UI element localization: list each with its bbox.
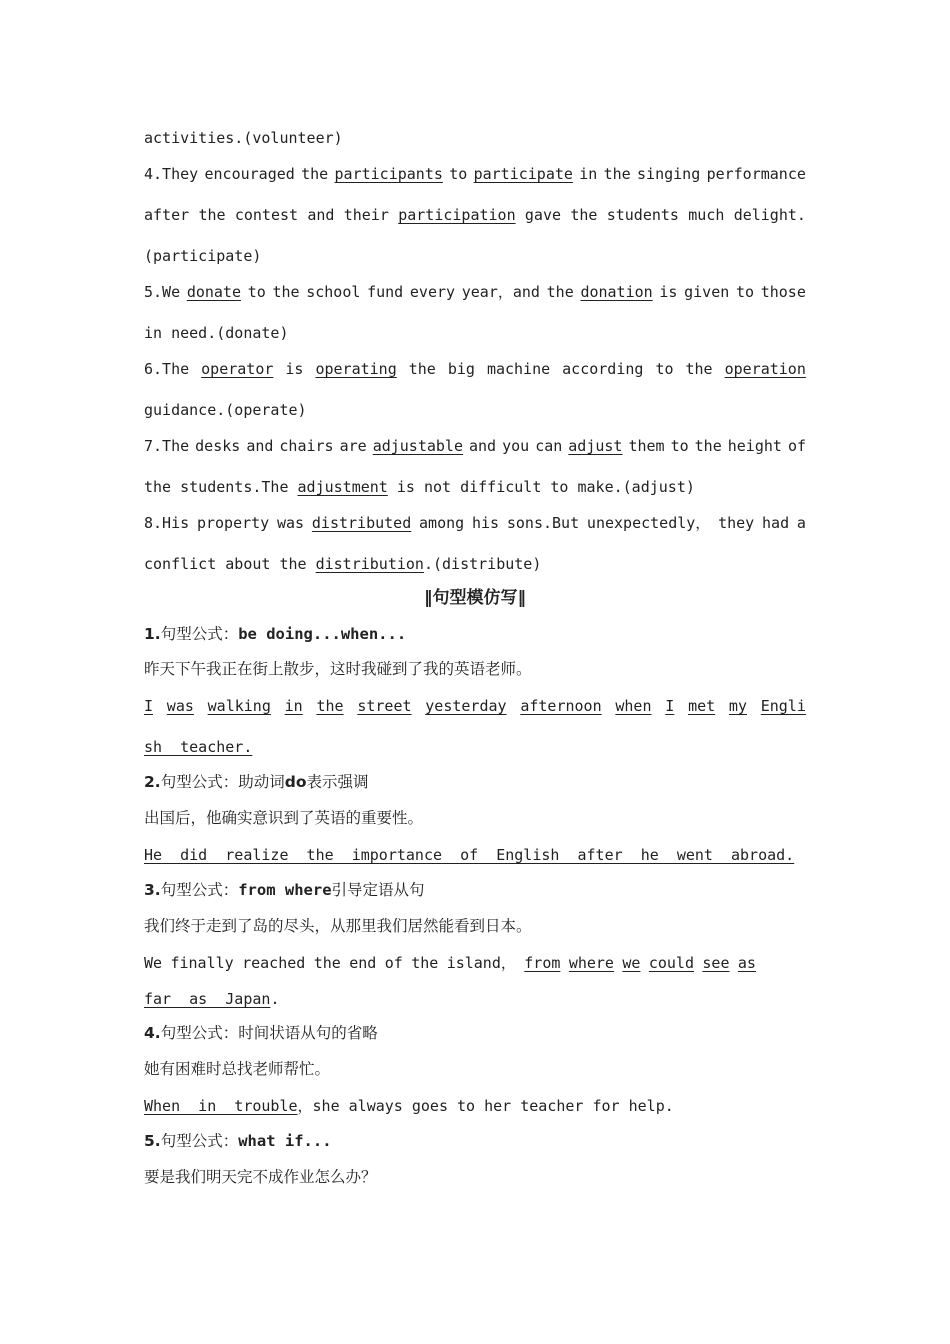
word: end (349, 954, 377, 972)
word: after (144, 206, 190, 224)
word: every (409, 283, 456, 301)
text-run: .(distribute) (423, 555, 542, 573)
word: much (688, 206, 725, 224)
word: desks (195, 437, 241, 455)
word: of (384, 954, 403, 972)
answer-text: When in trouble (144, 1097, 298, 1115)
word: 6.The (144, 360, 190, 378)
answer-word: was (166, 697, 194, 715)
word: in (579, 165, 598, 183)
answer-word: my (728, 697, 747, 715)
pattern3-answer-line1 (144, 953, 756, 973)
word: 4.They (144, 165, 199, 183)
word: to (655, 360, 674, 378)
word: singing (637, 165, 701, 183)
answer-blank: distribution (315, 555, 424, 573)
word: the (694, 437, 722, 455)
section-title: ‖句型模仿写‖ (424, 588, 526, 608)
text-run: ，she always goes to her teacher for help. (297, 1097, 674, 1115)
formula-keyword: from where (238, 881, 332, 899)
word: his (471, 514, 500, 532)
word: year，and (461, 283, 540, 301)
item6-line1 (144, 359, 806, 379)
item5-line1 (144, 282, 806, 302)
word: according (562, 360, 644, 378)
word: 7.The (144, 437, 190, 455)
word: is (659, 283, 678, 301)
word: the (313, 954, 341, 972)
pattern2-chinese: 出国后，他确实意识到了英语的重要性。 (144, 809, 424, 827)
word: you (502, 437, 530, 455)
word: given (684, 283, 730, 301)
pattern-number: 5. (144, 1132, 161, 1150)
word: finally (170, 954, 234, 972)
answer-word: walking (207, 697, 271, 715)
pattern1-formula (144, 624, 806, 644)
word: the (198, 206, 226, 224)
pattern2-answer-line1 (144, 845, 806, 865)
answer-text: sh teacher. (144, 738, 253, 756)
pattern4-formula (144, 1023, 806, 1043)
word: their (343, 206, 389, 224)
formula-keyword: do (284, 773, 307, 791)
word: property (196, 514, 270, 532)
item3-tail: activities.(volunteer) (144, 129, 343, 147)
pattern3-chinese: 我们终于走到了岛的尽头，从那里我们居然能看到日本。 (144, 917, 532, 935)
word: to (449, 165, 468, 183)
word: the (603, 165, 631, 183)
answer-blank: donate (186, 283, 241, 301)
answer-word: Engli (760, 697, 806, 715)
answer-blank: adjustable (372, 437, 463, 455)
formula-label: 句型公式： (160, 1024, 239, 1042)
word: to (735, 283, 755, 301)
answer-blank: operating (315, 360, 397, 378)
word: the (685, 360, 713, 378)
pattern1-chinese: 昨天下午我正在街上散步，这时我碰到了我的英语老师。 (144, 660, 532, 678)
word: of (787, 437, 806, 455)
answer-blank: participants (334, 165, 443, 183)
word: encouraged (204, 165, 295, 183)
pattern3-formula (144, 880, 806, 900)
word: We (144, 954, 163, 972)
answer-blank: donation (580, 283, 653, 301)
text-run: conflict about the (144, 555, 316, 573)
pattern-number: 3. (144, 881, 161, 899)
answer-text: far as Japan (144, 990, 271, 1008)
word: fund (367, 283, 404, 301)
answer-word: yesterday (425, 697, 507, 715)
word: among (419, 514, 465, 532)
word: and (307, 206, 335, 224)
word: them (628, 437, 665, 455)
text-run: the students.The (144, 478, 298, 496)
item7-line1 (144, 436, 806, 456)
word: a (796, 514, 806, 532)
word: chairs (279, 437, 334, 455)
word: was (277, 514, 305, 532)
pattern3-answer-line2 (144, 989, 806, 1009)
formula-label: 句型公式： (160, 881, 239, 899)
answer-blank: operator (201, 360, 274, 378)
answer-word: as (737, 954, 756, 972)
item7-line2 (144, 477, 806, 497)
word: height (727, 437, 782, 455)
item4-line2 (144, 205, 806, 225)
pattern1-answer-line2 (144, 737, 806, 757)
answer-word: in (284, 697, 303, 715)
answer-word: when (615, 697, 652, 715)
word: and (246, 437, 274, 455)
answer-text: He did realize the importance of English after he went abroad. (144, 846, 795, 864)
answer-word: from (524, 954, 561, 972)
pattern2-formula (144, 772, 806, 792)
word: sons.But (506, 514, 580, 532)
answer-word: I (144, 697, 154, 715)
pattern-number: 2. (144, 773, 161, 791)
answer-word: afternoon (520, 697, 602, 715)
formula-keyword: what if... (238, 1132, 332, 1150)
item6-line2: guidance.(operate) (144, 401, 307, 419)
answer-word: see (702, 954, 730, 972)
formula-text: 表示强调 (306, 773, 369, 791)
answer-word: where (568, 954, 614, 972)
formula-text: 时间状语从句的省略 (238, 1024, 378, 1042)
word: the (411, 954, 439, 972)
item5-line2: in need.(donate) (144, 324, 289, 342)
answer-blank: participation (398, 206, 516, 224)
word: are (339, 437, 367, 455)
item8-line1 (144, 513, 806, 533)
word: the (408, 360, 436, 378)
word: gave (524, 206, 562, 224)
word: delight. (733, 206, 806, 224)
formula-text: be doing...when... (238, 625, 407, 643)
text-run: . (270, 990, 280, 1008)
word: they (718, 514, 755, 532)
word: is (285, 360, 304, 378)
word: to (247, 283, 266, 301)
pattern1-answer-line1 (144, 696, 806, 716)
pattern-number: 4. (144, 1024, 161, 1042)
item4-line1 (144, 164, 806, 184)
answer-blank: adjust (568, 437, 623, 455)
answer-blank: adjustment (297, 478, 388, 496)
pattern4-answer-line1 (144, 1096, 806, 1116)
word: the (272, 283, 300, 301)
word: students (606, 206, 679, 224)
word: reached (242, 954, 306, 972)
word: those (760, 283, 806, 301)
word: contest (234, 206, 299, 224)
formula-label: 句型公式： (160, 625, 239, 643)
pattern5-formula (144, 1131, 806, 1151)
answer-blank: distributed (311, 514, 412, 532)
word: big (447, 360, 475, 378)
pattern4-chinese: 她有困难时总找老师帮忙。 (144, 1060, 331, 1078)
answer-blank: participate (473, 165, 573, 183)
answer-word: we (622, 954, 641, 972)
answer-word: I (665, 697, 675, 715)
word: to (670, 437, 689, 455)
item8-line2 (144, 554, 806, 574)
formula-label: 句型公式： (160, 1132, 239, 1150)
word: the (301, 165, 329, 183)
word: 5.We (144, 283, 181, 301)
pattern5-chinese: 要是我们明天完不成作业怎么办？ (144, 1168, 377, 1186)
word: had (762, 514, 790, 532)
item4-line3: (participate) (144, 247, 262, 265)
word: 8.His (144, 514, 190, 532)
word: machine (486, 360, 551, 378)
answer-word: the (316, 697, 344, 715)
word: unexpectedly， (586, 514, 711, 532)
word: performance (706, 165, 806, 183)
word: school (306, 283, 361, 301)
answer-word: met (688, 697, 716, 715)
formula-label: 句型公式： (160, 773, 239, 791)
word: and (469, 437, 497, 455)
pattern-number: 1. (144, 625, 161, 643)
formula-text: 助动词 (238, 773, 285, 791)
formula-text: 引导定语从句 (331, 881, 425, 899)
answer-word: street (357, 697, 412, 715)
answer-blank: operation (724, 360, 806, 378)
text-run: is not difficult to make.(adjust) (387, 478, 695, 496)
word: the (570, 206, 598, 224)
answer-word: could (648, 954, 694, 972)
word: can (535, 437, 563, 455)
word: the (546, 283, 574, 301)
word: island， (446, 954, 516, 972)
